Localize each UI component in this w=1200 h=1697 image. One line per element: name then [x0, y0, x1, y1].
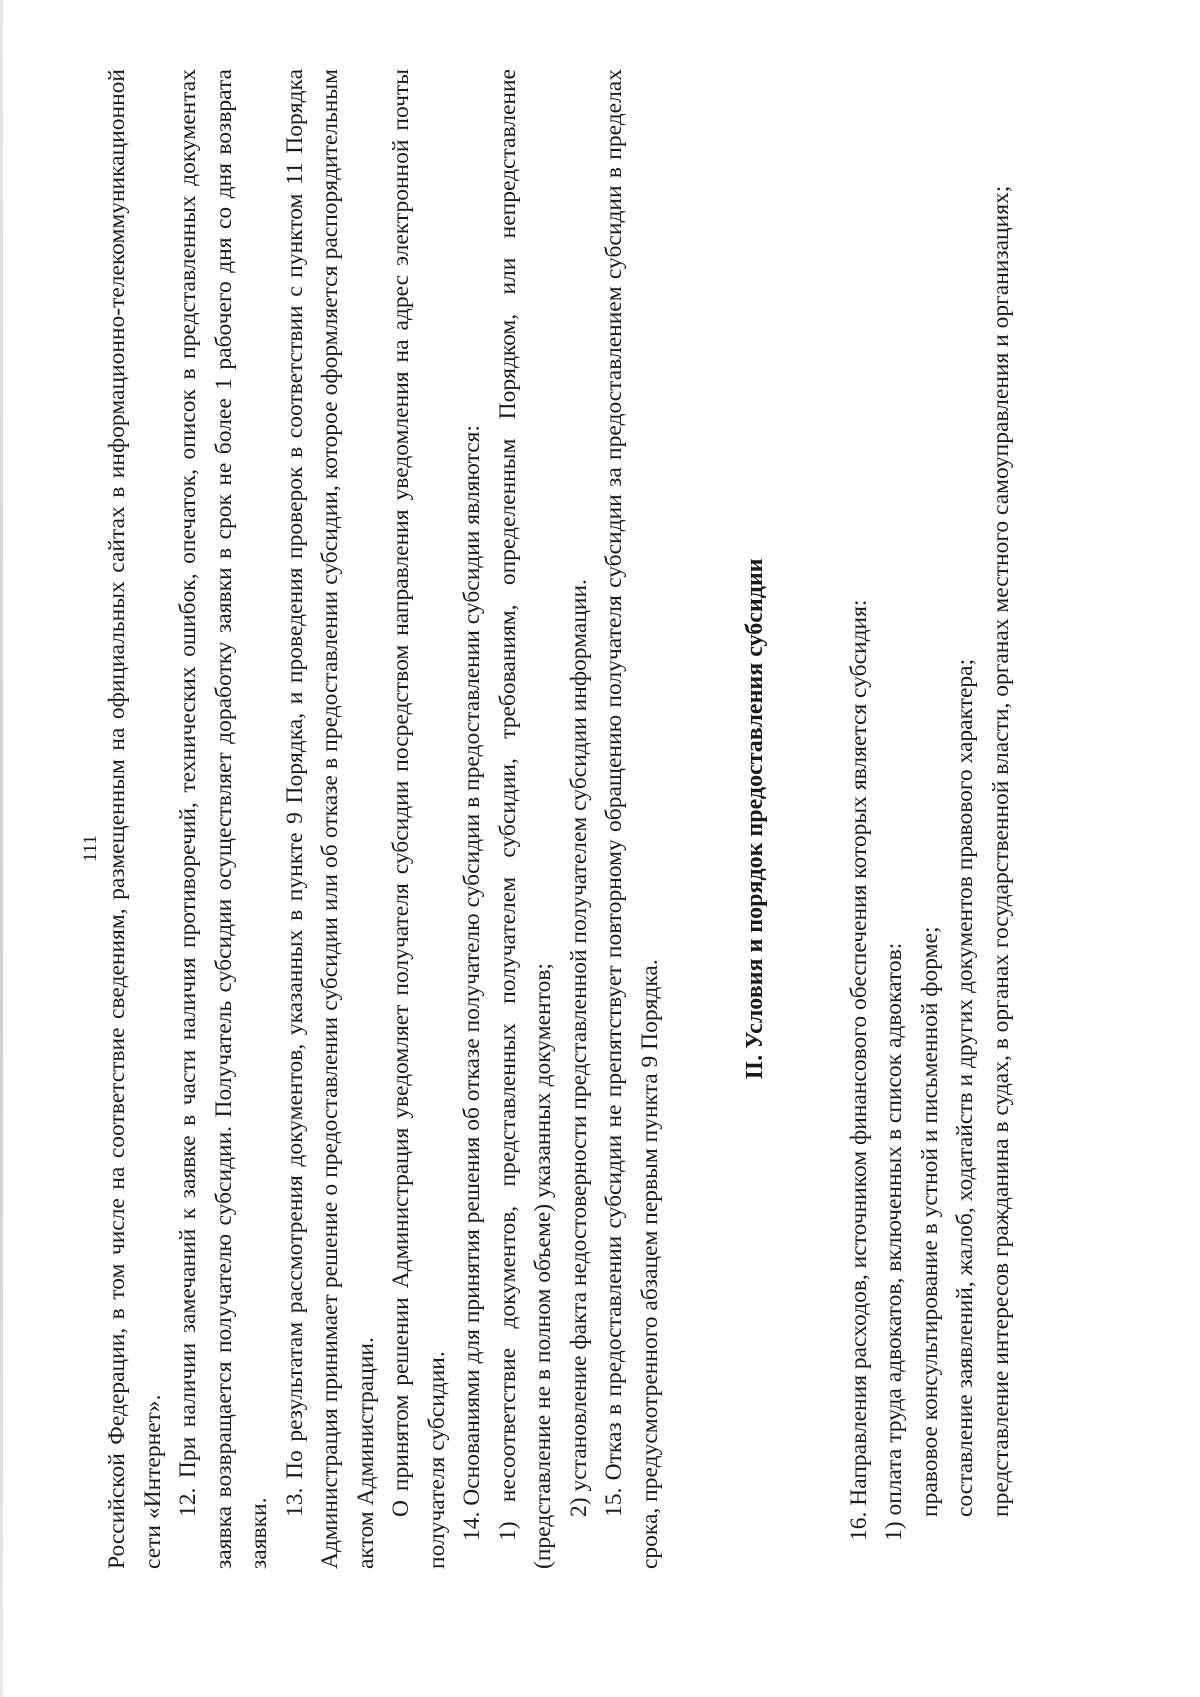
paragraph-13-notice: О принятом решении Администрация уведомляет получателя субсидии посредством направления уведомления на адрес электронной почты получателя субсидии.	[388, 69, 450, 1569]
section-heading: II. Условия и порядок предоставления субсидии	[742, 558, 768, 1080]
paragraph-16-item-b: составление заявлений, жалоб, ходатайств и других документов правового характера;	[952, 658, 978, 1517]
paragraph-14-item-1: 1) несоответствие документов, представленных получателем субсидии, требованиям, определенным Порядком, или непредставление (представление не в полном объеме) указанных документов;	[494, 69, 556, 1569]
paragraph-13: 13. По результатам рассмотрения документов, указанных в пункте 9 Порядка, и проведения проверок в соответствии с пунктом 11 Порядка Администрация принимает решение о предоставлении субсидии или об отказе в предоставлении субсидии, которое оформляется распорядительным актом Администрации.	[281, 69, 379, 1569]
page-number: 111	[80, 834, 101, 863]
paragraph-12: 12. При наличии замечаний к заявке в части наличия противоречий, технических ошибок, опечаток, описок в представленных документах заявка возвращается получателю субсидии. Получатель субсидии осуществляет доработку заявки в срок не более 1 рабочего дня со дня возврата заявки.	[175, 69, 272, 1569]
paragraph-15: 15. Отказ в предоставлении субсидии не препятствует повторному обращению получателя субсидии за предоставлением субсидии в пределах срока, предусмотренного абзацем первым пункта 9 Порядка.	[601, 69, 663, 1569]
paragraph-16-item-c: представление интересов гражданина в судах, в органах государственной власти, органах местного самоуправления и организациях;	[987, 185, 1014, 1517]
paragraph-14-item-2: 2) установление факта недостоверности представленной получателем субсидии информации.	[565, 579, 592, 1517]
paragraph-16-item-a: правовое консультирование в устной и письменной форме;	[916, 926, 943, 1517]
paragraph-16-item-1: 1) оплата труда адвокатов, включенных в список адвокатов:	[881, 942, 907, 1541]
paragraph-16: 16. Направления расходов, источником финансового обеспечения которых является субсидия:	[845, 599, 872, 1541]
paragraph-14: 14. Основаниями для принятия решения об отказе получателю субсидии в предоставлении субсидии являются:	[459, 425, 485, 1541]
paragraph-intro: Российской Федерации, в том числе на соответствие сведениям, размещенным на официальных сайтах в информационно-телекоммуникационной сети «Интернет».	[104, 69, 166, 1569]
document-body	[100, 69, 1019, 1569]
